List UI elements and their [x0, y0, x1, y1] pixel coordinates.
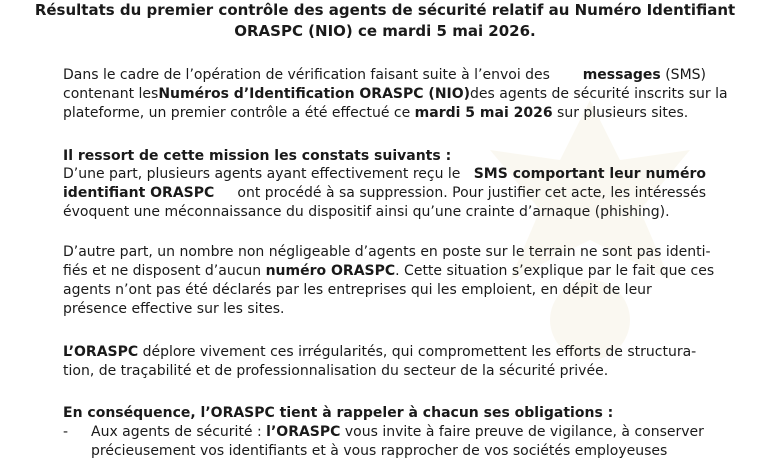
intro-bold-messages: messages — [582, 67, 661, 83]
deplore-text: déplore vivement ces irrégularités, qui compromettent les efforts de structura- — [142, 344, 697, 360]
consequence-bold-oraspc: l’ORASPC — [266, 424, 341, 440]
intro-text: contenant les — [63, 86, 159, 102]
findings-bold-text: SMS comportant leur numéro — [473, 166, 706, 182]
document-title-line-1: Résultats du premier contrôle des agents de sécurité relatif au Numéro Identifiant — [34, 1, 736, 19]
intro-text: plateforme, un premier contrôle a été effectué ce — [63, 105, 411, 121]
findings-heading: Il ressort de cette mission les constats suivants : — [63, 148, 452, 164]
consequence-bullet-line-1 — [91, 424, 704, 441]
other-paragraph-line-1: D’autre part, un nombre non négligeable d’agents en poste sur le terrain ne sont pas identi- — [63, 244, 711, 260]
other-text: fiés et ne disposent d’aucun — [63, 263, 262, 279]
findings-bold-text: identifiant ORASPC — [63, 185, 215, 201]
findings-text: ont procédé à sa suppression. Pour justifier cet acte, les intéressés — [237, 185, 706, 201]
intro-bold-date: mardi 5 mai 2026 — [414, 105, 553, 121]
intro-text: des agents de sécurité inscrits sur la — [470, 86, 728, 102]
bullet-dash: - — [63, 424, 69, 440]
consequence-text: Aux agents de sécurité : — [91, 424, 262, 440]
intro-text: sur plusieurs sites. — [557, 105, 689, 121]
other-paragraph-line-4: présence effective sur les sites. — [63, 301, 285, 317]
document-title-line-2: ORASPC (NIO) ce mardi 5 mai 2026. — [234, 22, 536, 40]
intro-paragraph-line-2 — [63, 86, 728, 103]
findings-line-2 — [63, 185, 706, 202]
deplore-paragraph-line-1 — [63, 344, 696, 361]
intro-bold-nio: Numéros d’Identification ORASPC (NIO) — [158, 86, 471, 102]
other-paragraph-line-3: agents n’ont pas été déclarés par les entreprises qui les emploient, en dépit de leur — [63, 282, 652, 298]
other-bold-oraspc-number: numéro ORASPC — [265, 263, 396, 279]
intro-paragraph-line-1 — [63, 67, 706, 84]
consequence-heading: En conséquence, l’ORASPC tient à rappeler à chacun ses obligations : — [63, 405, 614, 421]
intro-paragraph-line-3 — [63, 105, 688, 122]
consequence-text: vous invite à faire preuve de vigilance, à conserver — [344, 424, 704, 440]
intro-text: Dans le cadre de l’opération de vérification faisant suite à l’envoi des — [63, 67, 550, 83]
deplore-paragraph-line-2: tion, de traçabilité et de professionnalisation du secteur de la sécurité privée. — [63, 363, 609, 379]
intro-text-sms: (SMS) — [665, 67, 706, 83]
findings-line-3: évoquent une méconnaissance du dispositif ainsi qu’une crainte d’arnaque (phishing). — [63, 204, 670, 220]
deplore-bold-oraspc: L’ORASPC — [63, 344, 139, 360]
findings-line-1 — [63, 166, 706, 183]
other-paragraph-line-2 — [63, 263, 714, 280]
consequence-bullet-line-2: précieusement vos identifiants et à vous rapprocher de vos sociétés employeuses — [91, 443, 668, 459]
other-text: . Cette situation s’explique par le fait que ces — [395, 263, 715, 279]
findings-text: D’une part, plusieurs agents ayant effectivement reçu le — [63, 166, 461, 182]
